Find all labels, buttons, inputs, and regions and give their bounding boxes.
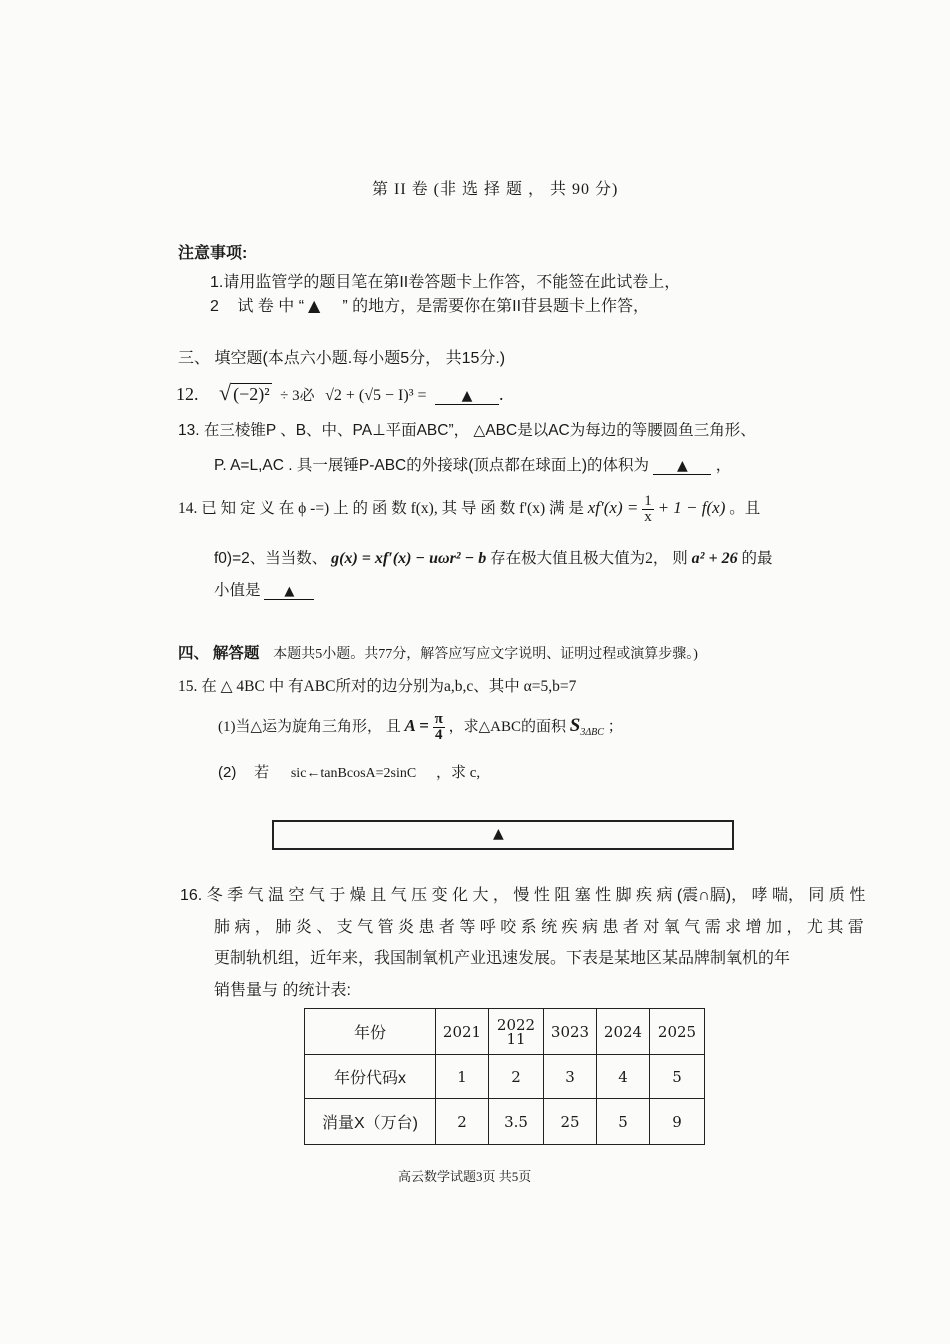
q14-line-2-end: 的最 — [741, 550, 773, 567]
question-15-line-1: 15. 在 △ 4BC 中 有ABC所对的边分别为a,b,c、其中 α=5,b=7 — [178, 678, 577, 695]
q14-line-1-end: 。且 — [729, 500, 761, 518]
notice-line-2-number: 2 — [210, 298, 219, 315]
notice-line-1: 1.请用监管学的题目笔在第II卷答题卡上作答，不能签在此试卷上， — [210, 274, 681, 291]
table-cell: 年份代码x — [305, 1055, 436, 1099]
q15-part-1-end: ； — [607, 718, 623, 735]
page-footer: 高云数学试题3页 共5页 — [398, 1169, 532, 1184]
q12-expr-b: ÷ 3必 — [280, 388, 315, 404]
q14-line-3-text: 小值是 — [214, 582, 261, 599]
sales-statistics-table — [304, 1008, 705, 1145]
table-cell: 5 — [597, 1099, 650, 1145]
q15-frac-den: 4 — [434, 727, 443, 743]
table-cell: 2 — [489, 1055, 544, 1099]
q13-line-2-text: P. A=L,AC . 具一展锤P-ABC的外接球(顶点都在球面上)的体积为 — [214, 457, 650, 474]
q12-number: 12. — [176, 384, 199, 404]
question-13-line-1: 13. 在三棱锥P 、B、中、PA⊥平面ABC”， △ABC是以AC为每边的等腰圆鱼三角形、 — [178, 422, 756, 439]
q12-answer-blank: ▲ — [435, 388, 499, 405]
table-cell: 2 — [436, 1099, 489, 1145]
question-15-part-2 — [218, 761, 480, 782]
page-title: 第 II 卷 (非 选 择 题 ， 共 90 分) — [372, 181, 619, 198]
notice-line-2-post: ” 的地方，是需要你在第II苷县题卡上作答， — [342, 298, 650, 315]
q15-angle-lhs: A = — [404, 715, 429, 735]
table-cell: 9 — [650, 1099, 705, 1145]
q12-expr-c: 2 + (√5 − I)³ = — [333, 387, 427, 404]
q15-frac-num: π — [434, 711, 443, 727]
q14-target-expr: a² + 26 — [691, 550, 738, 567]
table-row — [305, 1055, 705, 1099]
table-cell: 消量X（万台) — [305, 1099, 436, 1145]
q15-part-1-text: (1)当△运为旋角三角形， 且 — [218, 718, 401, 735]
q15-part-2-expr: sic←tanBcosA=2sinC — [290, 766, 417, 781]
q15-answer-box — [272, 820, 734, 850]
table-cell: 3 — [544, 1055, 597, 1099]
table-header-note: 11 — [506, 1029, 526, 1048]
q14-frac-num: 1 — [644, 493, 652, 509]
q15-part-2-word: 若 — [254, 764, 270, 781]
q14-rhs: + 1 − f(x) — [657, 498, 726, 518]
table-cell: 3.5 — [489, 1099, 544, 1145]
question-14-line-2 — [214, 546, 772, 568]
question-14-line-1 — [178, 494, 760, 525]
q12-expr-a: (−2)² — [233, 384, 270, 404]
table-header-year: 2022 — [496, 1015, 536, 1034]
question-14-line-3 — [214, 578, 314, 600]
notice-line-2-pre: 试 卷 中 “ — [237, 298, 305, 315]
question-16-line-3: 更制轨机组，近年来，我国制氧机产业迅速发展。下表是某地区某品牌制氧机的年 — [214, 950, 791, 967]
q13-end: ， — [715, 457, 732, 474]
section-4-title: 四、 解答题 — [178, 645, 260, 662]
sqrt-icon: √ — [325, 387, 334, 404]
table-cell: 4 — [597, 1055, 650, 1099]
notice-line-2 — [210, 293, 649, 316]
section-4-desc: 本题共5小题。共77分，解答应写应文字说明、证明过程或演算步骤。) — [273, 647, 698, 662]
table-header-cell: 2025 — [650, 1009, 705, 1055]
q15-fraction — [433, 712, 445, 743]
q15-area-subscript: 3ΔBC — [580, 726, 604, 738]
q14-line-1-text: 14. 已 知 定 义 在 ϕ -=) 上 的 函 数 f(x), 其 导 函 数 f'(x) 满 是 — [178, 500, 584, 518]
question-16-line-4: 销售量与 的统计表: — [214, 982, 351, 999]
q12-end: . — [499, 384, 504, 404]
q14-g-function: g(x) = xf′(x) − uωr² − b — [331, 550, 487, 567]
table-header-cell — [489, 1009, 544, 1055]
table-header-cell: 2021 — [436, 1009, 489, 1055]
table-header-row — [305, 1009, 705, 1055]
answer-marker-icon: ▲ — [308, 296, 321, 315]
table-header-cell: 2024 — [597, 1009, 650, 1055]
question-16-line-1: 16. 冬 季 气 温 空 气 于 燥 且 气 压 变 化 大 ， 慢 性 阻 塞 性 脚 疾 病 (震∩膈)， 哮 喘， 同 质 性 — [180, 887, 866, 904]
question-16-line-2: 肺 病 ， 肺 炎 、 支 气 管 炎 患 者 等 呼 咬 系 统 疾 病 患 者 对 氧 气 需 求 增 加 ， 尤 其 雷 — [214, 919, 864, 936]
q14-lhs: xf′(x) = — [587, 498, 639, 518]
table-cell: 5 — [650, 1055, 705, 1099]
section-3-heading: 三、 填空题(本点六小题.每小题5分， 共15分.) — [178, 350, 506, 367]
table-header-cell: 3023 — [544, 1009, 597, 1055]
q15-part-1-mid: ，求△ABC的面积 — [448, 718, 566, 735]
table-cell: 1 — [436, 1055, 489, 1099]
q14-answer-blank: ▲ — [264, 584, 314, 600]
q14-line-2-text: f0)=2、当当数、 — [214, 550, 328, 567]
sqrt-icon: √ — [219, 380, 232, 405]
q14-frac-den: x — [644, 509, 652, 525]
q14-line-2-mid: 存在极大值且极大值为2， 则 — [490, 550, 688, 567]
q15-area-symbol: S — [569, 714, 581, 736]
table-row — [305, 1099, 705, 1145]
notice-heading: 注意事项: — [178, 245, 248, 262]
question-13-line-2 — [214, 453, 731, 475]
table-cell: 25 — [544, 1099, 597, 1145]
q14-fraction — [642, 494, 654, 525]
question-12 — [176, 380, 504, 406]
question-15-part-1 — [218, 712, 623, 743]
q13-answer-blank: ▲ — [653, 458, 711, 475]
section-4-heading — [178, 641, 698, 663]
answer-marker-icon: ▲ — [493, 826, 504, 842]
q15-part-2-end: ，求 c, — [435, 765, 481, 781]
q15-part-2-number: (2) — [218, 764, 237, 781]
table-header-cell: 年份 — [305, 1009, 436, 1055]
